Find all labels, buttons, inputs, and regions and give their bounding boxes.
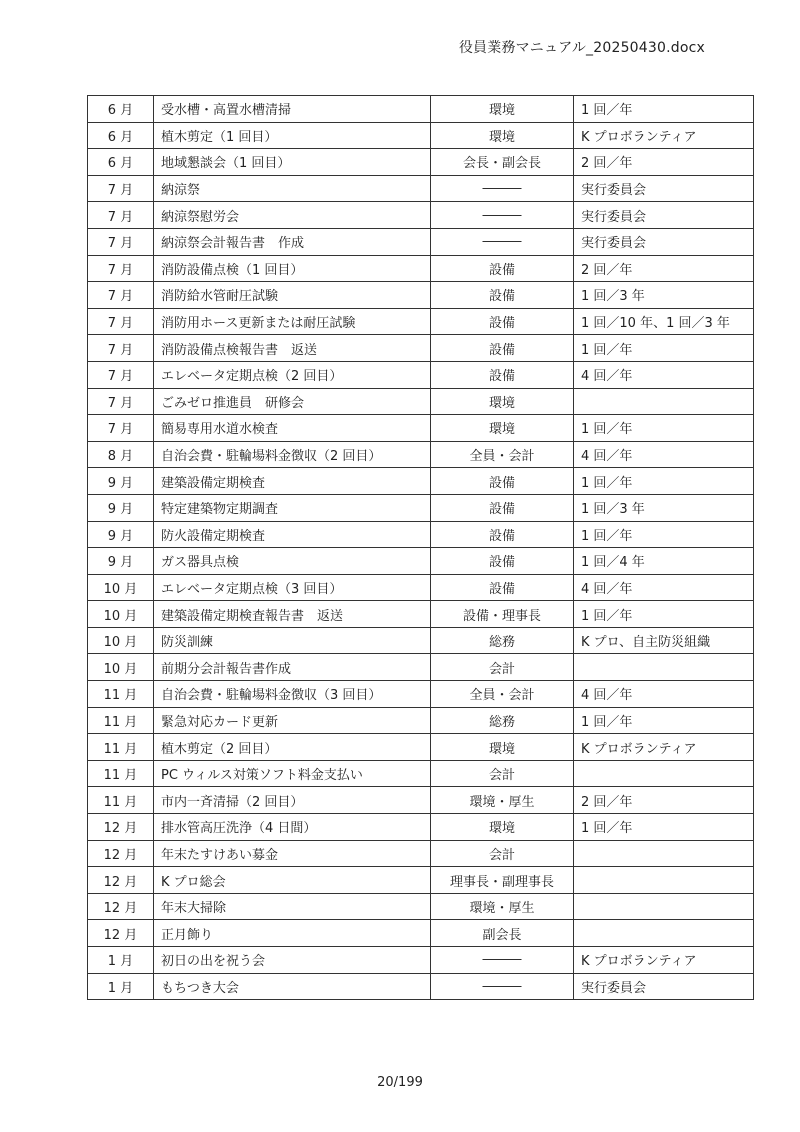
- role-cell: 環境: [431, 122, 574, 149]
- note-cell: [574, 654, 754, 681]
- month-cell: 12 月: [88, 840, 154, 867]
- month-cell: 1 月: [88, 973, 154, 1000]
- month-cell: 11 月: [88, 760, 154, 787]
- table-row: [88, 867, 754, 894]
- note-cell: 1 回／3 年: [574, 494, 754, 521]
- table-row: [88, 814, 754, 841]
- role-cell: 設備: [431, 521, 574, 548]
- month-cell: 7 月: [88, 202, 154, 229]
- table-row: [88, 627, 754, 654]
- table-row: [88, 707, 754, 734]
- note-cell: 1 回／年: [574, 707, 754, 734]
- note-cell: 1 回／年: [574, 521, 754, 548]
- page-number: 20/199: [377, 1075, 423, 1090]
- month-cell: 7 月: [88, 361, 154, 388]
- role-cell: 全員・会計: [431, 681, 574, 708]
- table-row: [88, 787, 754, 814]
- month-cell: 9 月: [88, 468, 154, 495]
- month-cell: 11 月: [88, 707, 154, 734]
- role-cell: ―――: [431, 175, 574, 202]
- month-cell: 10 月: [88, 627, 154, 654]
- note-cell: 1 回／年: [574, 601, 754, 628]
- role-cell: 環境: [431, 415, 574, 442]
- task-cell: 消防給水管耐圧試験: [154, 282, 431, 309]
- role-cell: 設備: [431, 574, 574, 601]
- note-cell: 1 回／年: [574, 415, 754, 442]
- task-cell: 納涼祭: [154, 175, 431, 202]
- month-cell: 10 月: [88, 654, 154, 681]
- month-cell: 12 月: [88, 920, 154, 947]
- role-cell: 会計: [431, 654, 574, 681]
- role-cell: 環境: [431, 388, 574, 415]
- note-cell: 2 回／年: [574, 787, 754, 814]
- role-cell: 理事長・副理事長: [431, 867, 574, 894]
- role-cell: 設備: [431, 308, 574, 335]
- task-cell: 自治会費・駐輪場料金徴収（3 回目）: [154, 681, 431, 708]
- task-cell: 前期分会計報告書作成: [154, 654, 431, 681]
- task-cell: 建築設備定期検査報告書 返送: [154, 601, 431, 628]
- table-row: [88, 760, 754, 787]
- month-cell: 7 月: [88, 255, 154, 282]
- task-cell: 植木剪定（2 回目）: [154, 734, 431, 761]
- task-cell: ごみゼロ推進員 研修会: [154, 388, 431, 415]
- table-row: [88, 654, 754, 681]
- month-cell: 6 月: [88, 96, 154, 123]
- role-cell: 環境・厚生: [431, 787, 574, 814]
- task-cell: 年末大掃除: [154, 893, 431, 920]
- month-cell: 6 月: [88, 149, 154, 176]
- role-cell: 設備: [431, 255, 574, 282]
- task-cell: 地域懇談会（1 回目）: [154, 149, 431, 176]
- role-cell: 会計: [431, 840, 574, 867]
- task-cell: 初日の出を祝う会: [154, 947, 431, 974]
- schedule-table: [87, 95, 754, 1000]
- table-row: [88, 228, 754, 255]
- month-cell: 11 月: [88, 681, 154, 708]
- task-cell: 消防設備点検報告書 返送: [154, 335, 431, 362]
- table-row: [88, 681, 754, 708]
- note-cell: [574, 920, 754, 947]
- table-row: [88, 973, 754, 1000]
- task-cell: エレベータ定期点検（2 回目）: [154, 361, 431, 388]
- table-row: [88, 494, 754, 521]
- task-cell: 市内一斉清掃（2 回目）: [154, 787, 431, 814]
- note-cell: [574, 893, 754, 920]
- note-cell: 4 回／年: [574, 681, 754, 708]
- table-row: [88, 149, 754, 176]
- table-row: [88, 308, 754, 335]
- role-cell: 設備: [431, 468, 574, 495]
- note-cell: 実行委員会: [574, 228, 754, 255]
- month-cell: 7 月: [88, 388, 154, 415]
- role-cell: 総務: [431, 627, 574, 654]
- task-cell: ガス器具点検: [154, 548, 431, 575]
- table-row: [88, 574, 754, 601]
- task-cell: 簡易専用水道水検査: [154, 415, 431, 442]
- schedule-table-body: [88, 96, 754, 1000]
- note-cell: 実行委員会: [574, 973, 754, 1000]
- note-cell: 2 回／年: [574, 255, 754, 282]
- table-row: [88, 734, 754, 761]
- role-cell: ―――: [431, 202, 574, 229]
- role-cell: 会計: [431, 760, 574, 787]
- month-cell: 7 月: [88, 175, 154, 202]
- role-cell: 設備: [431, 282, 574, 309]
- task-cell: 排水管高圧洗浄（4 日間）: [154, 814, 431, 841]
- role-cell: ―――: [431, 973, 574, 1000]
- table-row: [88, 202, 754, 229]
- month-cell: 7 月: [88, 282, 154, 309]
- task-cell: 緊急対応カード更新: [154, 707, 431, 734]
- table-row: [88, 521, 754, 548]
- note-cell: 1 回／4 年: [574, 548, 754, 575]
- month-cell: 9 月: [88, 548, 154, 575]
- role-cell: ―――: [431, 947, 574, 974]
- note-cell: [574, 867, 754, 894]
- note-cell: K プロ、自主防災組織: [574, 627, 754, 654]
- month-cell: 10 月: [88, 574, 154, 601]
- month-cell: 9 月: [88, 494, 154, 521]
- table-row: [88, 415, 754, 442]
- table-row: [88, 255, 754, 282]
- role-cell: 環境・厚生: [431, 893, 574, 920]
- note-cell: [574, 760, 754, 787]
- task-cell: 特定建築物定期調査: [154, 494, 431, 521]
- table-row: [88, 96, 754, 123]
- table-row: [88, 947, 754, 974]
- task-cell: 防災訓練: [154, 627, 431, 654]
- note-cell: 実行委員会: [574, 202, 754, 229]
- table-row: [88, 468, 754, 495]
- role-cell: 環境: [431, 814, 574, 841]
- role-cell: 環境: [431, 734, 574, 761]
- task-cell: K プロ総会: [154, 867, 431, 894]
- task-cell: 建築設備定期検査: [154, 468, 431, 495]
- task-cell: 年末たすけあい募金: [154, 840, 431, 867]
- month-cell: 7 月: [88, 415, 154, 442]
- month-cell: 8 月: [88, 441, 154, 468]
- month-cell: 6 月: [88, 122, 154, 149]
- task-cell: エレベータ定期点検（3 回目）: [154, 574, 431, 601]
- table-row: [88, 441, 754, 468]
- task-cell: もちつき大会: [154, 973, 431, 1000]
- role-cell: 設備: [431, 494, 574, 521]
- month-cell: 7 月: [88, 335, 154, 362]
- task-cell: 正月飾り: [154, 920, 431, 947]
- month-cell: 12 月: [88, 814, 154, 841]
- table-row: [88, 335, 754, 362]
- task-cell: 納涼祭慰労会: [154, 202, 431, 229]
- table-row: [88, 840, 754, 867]
- task-cell: 防火設備定期検査: [154, 521, 431, 548]
- note-cell: 1 回／10 年、1 回／3 年: [574, 308, 754, 335]
- note-cell: [574, 840, 754, 867]
- month-cell: 10 月: [88, 601, 154, 628]
- month-cell: 9 月: [88, 521, 154, 548]
- document-filename: 役員業務マニュアル_20250430.docx: [458, 40, 705, 56]
- note-cell: 4 回／年: [574, 441, 754, 468]
- task-cell: 消防設備点検（1 回目）: [154, 255, 431, 282]
- note-cell: 1 回／年: [574, 96, 754, 123]
- note-cell: K プロボランティア: [574, 122, 754, 149]
- month-cell: 1 月: [88, 947, 154, 974]
- month-cell: 7 月: [88, 228, 154, 255]
- note-cell: 1 回／年: [574, 335, 754, 362]
- table-row: [88, 548, 754, 575]
- role-cell: 環境: [431, 96, 574, 123]
- role-cell: ―――: [431, 228, 574, 255]
- note-cell: 1 回／3 年: [574, 282, 754, 309]
- table-row: [88, 282, 754, 309]
- note-cell: [574, 388, 754, 415]
- month-cell: 7 月: [88, 308, 154, 335]
- task-cell: 消防用ホース更新または耐圧試験: [154, 308, 431, 335]
- task-cell: 受水槽・高置水槽清掃: [154, 96, 431, 123]
- month-cell: 12 月: [88, 867, 154, 894]
- role-cell: 副会長: [431, 920, 574, 947]
- note-cell: 4 回／年: [574, 361, 754, 388]
- task-cell: 植木剪定（1 回目）: [154, 122, 431, 149]
- role-cell: 会長・副会長: [431, 149, 574, 176]
- role-cell: 設備: [431, 548, 574, 575]
- note-cell: K プロボランティア: [574, 947, 754, 974]
- table-row: [88, 122, 754, 149]
- table-row: [88, 601, 754, 628]
- note-cell: 1 回／年: [574, 468, 754, 495]
- table-row: [88, 388, 754, 415]
- role-cell: 設備・理事長: [431, 601, 574, 628]
- table-row: [88, 893, 754, 920]
- note-cell: 2 回／年: [574, 149, 754, 176]
- month-cell: 12 月: [88, 893, 154, 920]
- table-row: [88, 175, 754, 202]
- month-cell: 11 月: [88, 787, 154, 814]
- month-cell: 11 月: [88, 734, 154, 761]
- table-row: [88, 361, 754, 388]
- task-cell: PC ウィルス対策ソフト料金支払い: [154, 760, 431, 787]
- role-cell: 全員・会計: [431, 441, 574, 468]
- note-cell: 実行委員会: [574, 175, 754, 202]
- task-cell: 納涼祭会計報告書 作成: [154, 228, 431, 255]
- note-cell: 1 回／年: [574, 814, 754, 841]
- note-cell: 4 回／年: [574, 574, 754, 601]
- role-cell: 総務: [431, 707, 574, 734]
- task-cell: 自治会費・駐輪場料金徴収（2 回目）: [154, 441, 431, 468]
- note-cell: K プロボランティア: [574, 734, 754, 761]
- role-cell: 設備: [431, 361, 574, 388]
- table-row: [88, 920, 754, 947]
- role-cell: 設備: [431, 335, 574, 362]
